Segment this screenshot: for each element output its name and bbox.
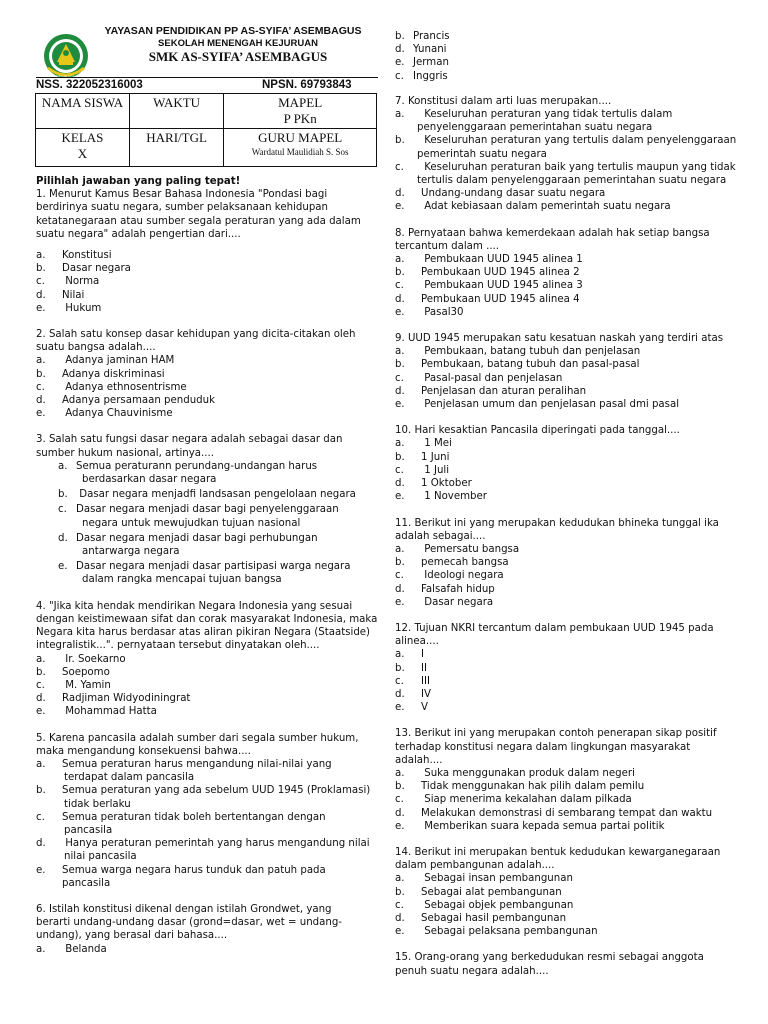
mapel-label: MAPEL	[278, 95, 323, 110]
question-text: dengan keistimewaan sifat dan corak masyarakat Indonesia, maka	[36, 613, 378, 625]
option-b[interactable]: b. Adanya diskriminasi	[36, 368, 165, 380]
option-e[interactable]: e. Adanya Chauvinisme	[36, 408, 173, 420]
student-info-table	[35, 93, 377, 167]
option-c[interactable]: c. Adanya ethnosentrisme	[36, 381, 187, 393]
question-4	[36, 600, 376, 719]
option-a[interactable]: a. Keseluruhan peraturan yang tidak tertulis dalam	[395, 109, 673, 121]
option-e[interactable]: e. Hukum	[36, 302, 102, 314]
option-d[interactable]: d. Sebagai hasil pembangunan	[395, 912, 567, 924]
option-c[interactable]: c. Pasal-pasal dan penjelasan	[395, 372, 563, 384]
option-b[interactable]: b. Prancis	[395, 31, 450, 42]
option-a[interactable]: a. Semua peraturan harus mengandung nilai-nilai yang	[36, 758, 332, 770]
question-14	[395, 846, 745, 938]
option-d[interactable]: d. Hanya peraturan pemerintah yang harus mengandung nilai	[36, 838, 370, 850]
option-d[interactable]: d. Dasar negara menjadi dasar bagi perhubungan	[58, 532, 318, 544]
option-c-cont: tertulis dalam penyelenggaraan pemerintahan suatu negara	[417, 175, 727, 187]
option-d[interactable]: d. Radjiman Widyodiningrat	[36, 693, 191, 705]
option-b[interactable]: b. Dasar negara	[36, 263, 131, 275]
option-b[interactable]: b. Tidak menggunakan hak pilih dalam pemilu	[395, 781, 645, 793]
option-a[interactable]: a. 1 Mei	[395, 438, 452, 450]
school-type: SEKOLAH MENENGAH KEJURUAN	[158, 38, 318, 49]
option-b[interactable]: b. pemecah bangsa	[395, 557, 509, 569]
option-d[interactable]: d. Undang-undang dasar suatu negara	[395, 188, 606, 200]
option-c[interactable]: c. 1 Juli	[395, 464, 450, 476]
option-c[interactable]: c. Inggris	[395, 70, 448, 82]
question-text: adalah sebagai....	[395, 530, 486, 542]
option-e-cont: dalam rangka mencapai tujuan bangsa	[82, 574, 282, 586]
option-e[interactable]: e. Sebagai pelaksana pembangunan	[395, 926, 598, 938]
option-a[interactable]: a. Semua peraturann perundang-undangan harus	[58, 460, 318, 472]
option-d[interactable]: d. Melakukan demonstrasi di sembarang tempat dan waktu	[395, 807, 713, 819]
option-c[interactable]: c. Semua peraturan tidak boleh bertentangan dengan	[36, 811, 326, 823]
option-d[interactable]: d. Penjelasan dan aturan peralihan	[395, 385, 587, 397]
question-text: Negara kita harus berdasar atas aliran pikiran Negara (Staatside)	[36, 627, 371, 639]
option-a[interactable]: a. Adanya jaminan HAM	[36, 355, 175, 367]
option-b[interactable]: b. Semua peraturan yang ada sebelum UUD 1945 (Proklamasi)	[36, 785, 371, 797]
option-e[interactable]: e. Mohammad Hatta	[36, 706, 157, 718]
question-text: 11. Berikut ini yang merupakan kedudukan bhineka tunggal ika	[395, 517, 719, 529]
option-b[interactable]: b. Pembukaan, batang tubuh dan pasal-pasal	[395, 359, 640, 371]
option-b[interactable]: b. II	[395, 662, 428, 674]
option-b[interactable]: b. Soepomo	[36, 666, 110, 678]
option-d[interactable]: d. Pembukaan UUD 1945 alinea 4	[395, 293, 580, 305]
question-text: berdirinya suatu negara, sumber pelaksanaan kehidupan	[36, 202, 328, 214]
right-column	[395, 30, 745, 978]
option-d-cont: nilai pancasila	[64, 851, 137, 863]
option-c[interactable]: c. III	[395, 675, 431, 687]
question-5	[36, 732, 376, 890]
option-c[interactable]: c. M. Yamin	[36, 679, 111, 691]
question-10	[395, 424, 745, 503]
option-a-cont: berdasarkan dasar negara	[82, 474, 217, 486]
npsn-number: NPSN. 69793843	[262, 79, 352, 91]
question-text: undang), yang berasal dari bahasa....	[36, 930, 228, 942]
option-e[interactable]: e. Pasal30	[395, 306, 464, 318]
option-a[interactable]: a. Sebagai insan pembangunan	[395, 873, 573, 885]
option-e[interactable]: e. Dasar negara	[395, 596, 494, 608]
question-9	[395, 332, 745, 411]
option-c[interactable]: c. Ideologi negara	[395, 570, 504, 582]
question-text: 10. Hari kesaktian Pancasila diperingati pada tanggal....	[395, 425, 680, 437]
question-15	[395, 951, 745, 977]
question-text: 9. UUD 1945 merupakan satu kesatuan naskah yang terdiri atas	[395, 333, 724, 345]
option-e[interactable]: e. 1 November	[395, 491, 487, 503]
school-name: SMK AS-SYIFA’ ASEMBAGUS	[148, 49, 328, 64]
mapel-value: P PKn	[283, 111, 317, 126]
question-text: berarti undang-undang dasar (grond=dasar, wet = undang-	[36, 917, 342, 929]
question-1	[36, 188, 376, 315]
option-c[interactable]: c. Siap menerima kekalahan dalam pilkada	[395, 794, 632, 806]
kelas-label: KELAS	[61, 130, 104, 145]
option-e[interactable]: e. Semua warga negara harus tunduk dan patuh pada	[36, 864, 326, 876]
option-b-cont: tidak berlaku	[64, 798, 131, 810]
option-c[interactable]: c. Keseluruhan peraturan baik yang tertulis maupun yang tidak	[395, 161, 736, 173]
option-c[interactable]: c. Sebagai objek pembangunan	[395, 899, 574, 911]
option-e[interactable]: e. Dasar negara menjadi dasar partisipasi warga negara	[58, 561, 351, 573]
option-a[interactable]: a. Konstitusi	[36, 250, 112, 262]
question-text: maka mengandung konsekuensi bahwa....	[36, 745, 251, 757]
guru-mapel-value: Wardatul Maulidiah S. Sos	[251, 147, 349, 157]
question-7	[395, 95, 745, 214]
question-text: sumber hukum nasional, artinya....	[36, 447, 214, 459]
question-text: tercantum dalam ....	[395, 240, 500, 252]
question-text: 15. Orang-orang yang berkedudukan resmi sebagai anggota	[395, 952, 704, 964]
option-a-cont: penyelenggaraan pemerintahan suatu negara	[417, 122, 653, 134]
option-d[interactable]: d. IV	[395, 688, 431, 700]
option-d-cont: antarwarga negara	[82, 546, 180, 558]
question-text: 5. Karena pancasila adalah sumber dari segala sumber hukum,	[36, 732, 359, 744]
question-text: 14. Berikut ini merupakan bentuk kedudukan kewarganegaraan	[395, 846, 721, 858]
question-12	[395, 622, 745, 714]
question-text: 4. "Jika kita hendak mendirikan Negara Indonesia yang sesuai	[36, 600, 353, 612]
option-c[interactable]: c. Pembukaan UUD 1945 alinea 3	[395, 280, 583, 292]
question-text: adalah....	[395, 754, 443, 766]
option-c-cont: pancasila	[64, 824, 113, 836]
question-text: 7. Konstitusi dalam arti luas merupakan....	[395, 95, 612, 107]
option-b[interactable]: b. Sebagai alat pembangunan	[395, 886, 562, 898]
nama-siswa-label: NAMA SISWA	[41, 95, 124, 110]
option-e[interactable]: e. Jerman	[395, 57, 449, 69]
question-6	[36, 903, 376, 956]
question-text: 3. Salah satu fungsi dasar negara adalah sebagai dasar dan	[36, 434, 343, 446]
option-a[interactable]: a. Suka menggunakan produk dalam negeri	[395, 767, 635, 779]
question-text: dalam pembangunan adalah....	[395, 860, 555, 872]
question-11	[395, 517, 745, 609]
option-e-cont: pancasila	[62, 877, 111, 889]
option-a[interactable]: a. I	[395, 649, 425, 661]
option-c[interactable]: c. Norma	[36, 276, 100, 288]
option-e[interactable]: e. Memberikan suara kepada semua partai politik	[395, 820, 665, 832]
option-c[interactable]: c. Dasar negara menjadi dasar bagi penyelenggaraan	[58, 504, 339, 516]
question-8	[395, 227, 745, 319]
kelas-value: X	[77, 146, 88, 161]
option-b[interactable]: b. 1 Juni	[395, 451, 450, 463]
question-text: 12. Tujuan NKRI tercantum dalam pembukaan UUD 1945 pada	[395, 622, 714, 634]
option-d[interactable]: d. Nilai	[36, 289, 85, 301]
nss-number: NSS. 322052316003	[36, 79, 143, 91]
option-a[interactable]: a. Belanda	[36, 943, 107, 955]
question-text: terhadap konstitusi negara dalam lingkungan masyarakat	[395, 741, 691, 753]
option-a[interactable]: a. Pembukaan, batang tubuh dan penjelasan	[395, 346, 641, 358]
instruction: Pilihlah jawaban yang paling tepat!	[36, 176, 241, 187]
option-a[interactable]: a. Ir. Soekarno	[36, 653, 126, 665]
option-c-cont: negara untuk mewujudkan tujuan nasional	[82, 517, 301, 529]
foundation-title: YAYASAN PENDIDIKAN PP AS-SYIFA’ ASEMBAGUS	[104, 25, 362, 37]
question-text: suatu bangsa adalah....	[36, 342, 156, 354]
hari-tgl-label: HARI/TGL	[146, 130, 207, 145]
option-d[interactable]: d. Yunani	[395, 44, 447, 56]
question-text: integralistik...". pernyataan tersebut dinyatakan oleh....	[36, 640, 320, 652]
question-text: 13. Berikut ini yang merupakan contoh penerapan sikap positif	[395, 728, 717, 740]
waktu-label: WAKTU	[153, 95, 201, 110]
school-logo-icon	[42, 32, 90, 80]
left-column	[36, 175, 376, 956]
question-text: ketatanegaraan atau sumber segala peraturan yang ada dalam	[36, 215, 361, 227]
question-text: 1. Menurut Kamus Besar Bahasa Indonesia "Pondasi bagi	[36, 189, 328, 201]
question-text: 2. Salah satu konsep dasar kehidupan yang dicita-citakan oleh	[36, 329, 356, 341]
question-2	[36, 328, 376, 420]
question-text: alinea....	[395, 636, 439, 648]
question-text: suatu negara" adalah pengertian dari....	[36, 228, 241, 240]
question-3	[36, 433, 376, 586]
option-b[interactable]: b. Dasar negara menjadfi landsasan pengelolaan negara	[58, 489, 356, 501]
option-b-cont: pemerintah suatu negara	[417, 148, 547, 160]
question-text: penuh suatu negara adalah....	[395, 965, 549, 977]
header-divider	[36, 77, 378, 78]
option-e[interactable]: e. Adat kebiasaan dalam pemerintah suatu negara	[395, 201, 671, 213]
question-text: 8. Pernyataan bahwa kemerdekaan adalah hak setiap bangsa	[395, 227, 710, 239]
option-d[interactable]: d. Adanya persamaan penduduk	[36, 395, 215, 407]
option-d[interactable]: d. 1 Oktober	[395, 478, 472, 490]
option-b[interactable]: b. Keseluruhan peraturan yang tertulis dalam penyelenggaraan	[395, 135, 737, 147]
option-a[interactable]: a. Pemersatu bangsa	[395, 543, 520, 555]
option-e[interactable]: e. V	[395, 702, 428, 714]
option-a-cont: terdapat dalam pancasila	[64, 772, 195, 784]
option-e[interactable]: e. Penjelasan umum dan penjelasan pasal dmi pasal	[395, 399, 680, 411]
question-text: 6. Istilah konstitusi dikenal dengan istilah Grondwet, yang	[36, 903, 332, 915]
option-b[interactable]: b. Pembukaan UUD 1945 alinea 2	[395, 267, 580, 279]
option-a[interactable]: a. Pembukaan UUD 1945 alinea 1	[395, 254, 583, 266]
option-d[interactable]: d. Falsafah hidup	[395, 583, 495, 595]
question-6-continued	[395, 30, 745, 83]
question-13	[395, 727, 745, 833]
guru-mapel-label: GURU MAPEL	[258, 130, 343, 145]
